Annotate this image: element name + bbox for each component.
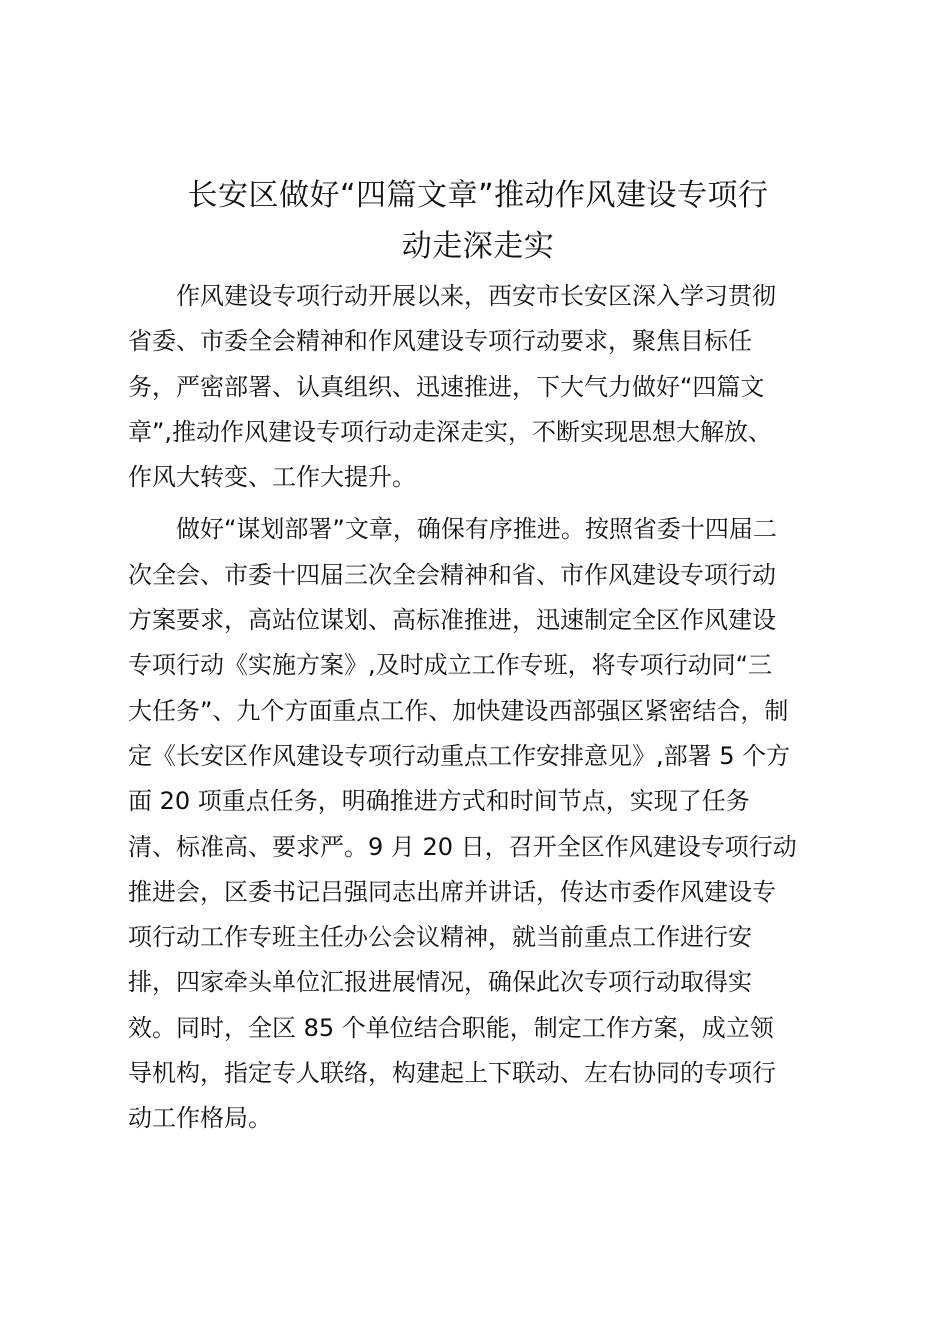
paragraph-line: 动工作格局。 (128, 1104, 272, 1133)
paragraph-line: 作风大转变、工作大提升。 (128, 463, 416, 492)
paragraph-line: 务，严密部署、认真组织、迅速推进，下大气力做好“四篇文 (128, 372, 765, 401)
paragraph-line: 项行动工作专班主任办公会议精神，就当前重点工作进行安 (128, 923, 752, 952)
document-body (128, 170, 828, 1142)
title-line: 长安区做好“四篇文章”推动作风建设专项行 (187, 178, 769, 213)
paragraph-planning (128, 507, 828, 1141)
paragraph-line: 定《长安区作风建设专项行动重点工作安排意见》,部署 5 个方 (128, 741, 791, 770)
paragraph-line: 方案要求，高站位谋划、高标准推进，迅速制定全区作风建设 (128, 606, 776, 635)
title-line: 动走深走实 (401, 229, 555, 264)
paragraph-line: 专项行动《实施方案》,及时成立工作专班，将专项行动同“三 (128, 651, 773, 680)
paragraph-line: 省委、市委全会精神和作风建设专项行动要求，聚焦目标任 (128, 327, 752, 356)
paragraph-line: 章”,推动作风建设专项行动走深走实，不断实现思想大解放、 (128, 417, 773, 446)
paragraph-line: 次全会、市委十四届三次全会精神和省、市作风建设专项行动 (128, 560, 776, 589)
paragraph-line: 面 20 项重点任务，明确推进方式和时间节点，实现了任务 (128, 787, 750, 816)
paragraph-line: 导机构，指定专人联络，构建起上下联动、左右协同的专项行 (128, 1059, 776, 1088)
paragraph-line: 清、标准高、要求严。9 月 20 日，召开全区作风建设专项行动 (128, 832, 797, 861)
paragraph-intro (128, 274, 828, 500)
paragraph-line: 做好“谋划部署”文章，确保有序推进。按照省委十四届二 (176, 515, 777, 544)
document-title (128, 170, 828, 272)
paragraph-line: 作风建设专项行动开展以来，西安市长安区深入学习贯彻 (176, 282, 776, 310)
paragraph-line: 排，四家牵头单位汇报进展情况，确保此次专项行动取得实 (128, 968, 752, 997)
paragraph-line: 效。同时，全区 85 个单位结合职能，制定工作方案，成立领 (128, 1013, 774, 1042)
paragraph-line: 大任务”、九个方面重点工作、加快建设西部强区紧密结合，制 (128, 696, 789, 725)
paragraph-line: 推进会，区委书记吕强同志出席并讲话，传达市委作风建设专 (128, 877, 776, 906)
